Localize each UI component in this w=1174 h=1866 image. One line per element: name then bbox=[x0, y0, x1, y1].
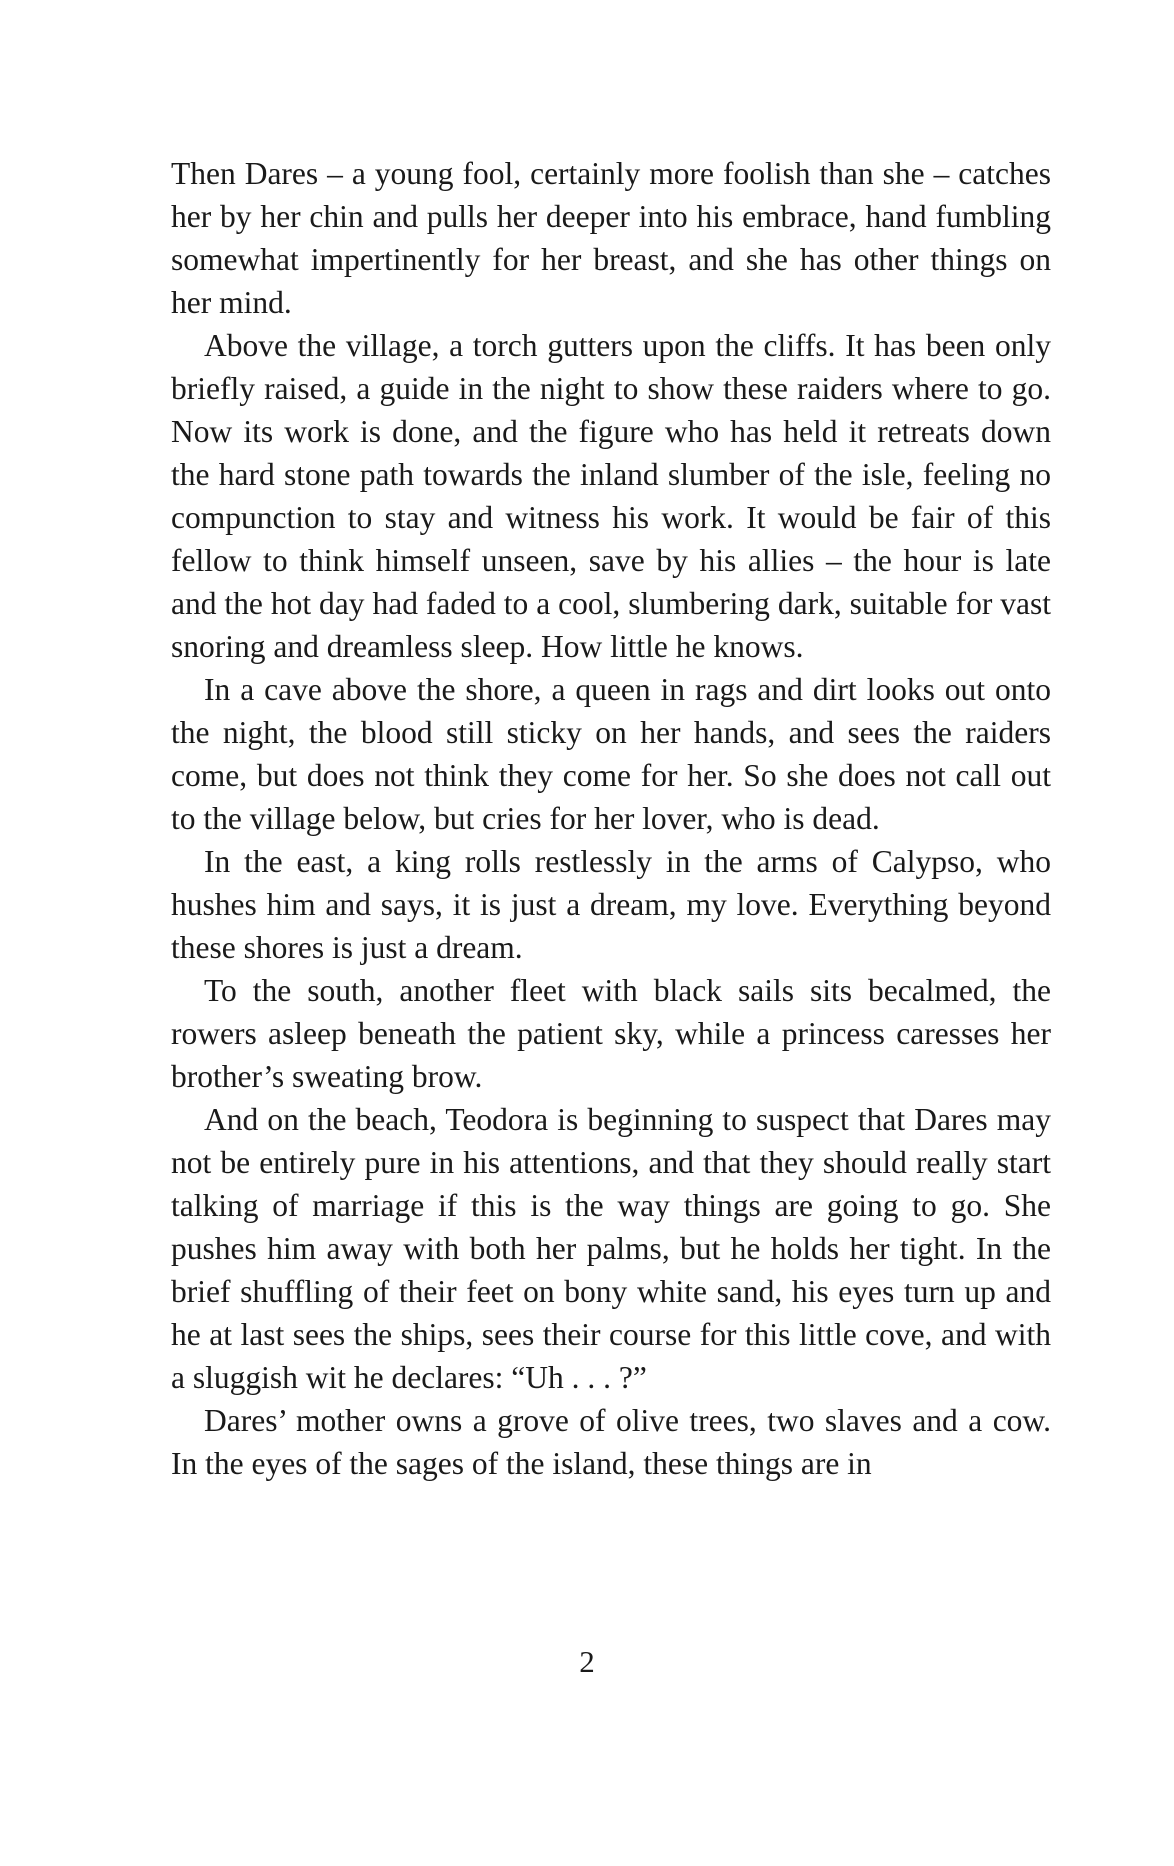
paragraph-6: And on the beach, Teodora is beginning to suspect that Dares may not be entirely pure in his attentions, and that they should really start talking of marriage if this is the way things are going to go. She pushes him away with both her palms, but he holds her tight. In the brief shuffling of their feet on bony white sand, his eyes turn up and he at last sees the ships, sees their course for this little cove, and with a sluggish wit he declares: “Uh . . . ?” bbox=[171, 1102, 1051, 1395]
paragraph-4: In the east, a king rolls restlessly in the arms of Calypso, who hushes him and says, it is just a dream, my love. Everything beyond these shores is just a dream. bbox=[171, 844, 1051, 965]
paragraph-3: In a cave above the shore, a queen in rags and dirt looks out onto the night, the blood still sticky on her hands, and sees the raiders come, but does not think they come for her. So she does not call out to the village below, but cries for her lover, who is dead. bbox=[171, 672, 1051, 836]
paragraph-2: Above the village, a torch gutters upon the cliffs. It has been only briefly raised, a guide in the night to show these raiders where to go. Now its work is done, and the figure who has held it retreats down the hard stone path towards the inland slumber of the isle, feeling no compunction to stay and witness his work. It would be fair of this fellow to think himself unseen, save by his allies – the hour is late and the hot day had faded to a cool, slumbering dark, suitable for vast snoring and dreamless sleep. How little he knows. bbox=[171, 328, 1051, 664]
page-number: 2 bbox=[579, 1644, 595, 1679]
body-text bbox=[171, 152, 1051, 1485]
paragraph-5: To the south, another fleet with black sails sits becalmed, the rowers asleep beneath the patient sky, while a princess caresses her brother’s sweating brow. bbox=[171, 973, 1051, 1094]
paragraph-7: Dares’ mother owns a grove of olive trees, two slaves and a cow. In the eyes of the sages of the island, these things are in bbox=[171, 1403, 1051, 1481]
paragraph-1: Then Dares – a young fool, certainly more foolish than she – catches her by her chin and pulls her deeper into his embrace, hand fumbling somewhat impertinently for her breast, and she has other things on her mind. bbox=[171, 156, 1051, 320]
